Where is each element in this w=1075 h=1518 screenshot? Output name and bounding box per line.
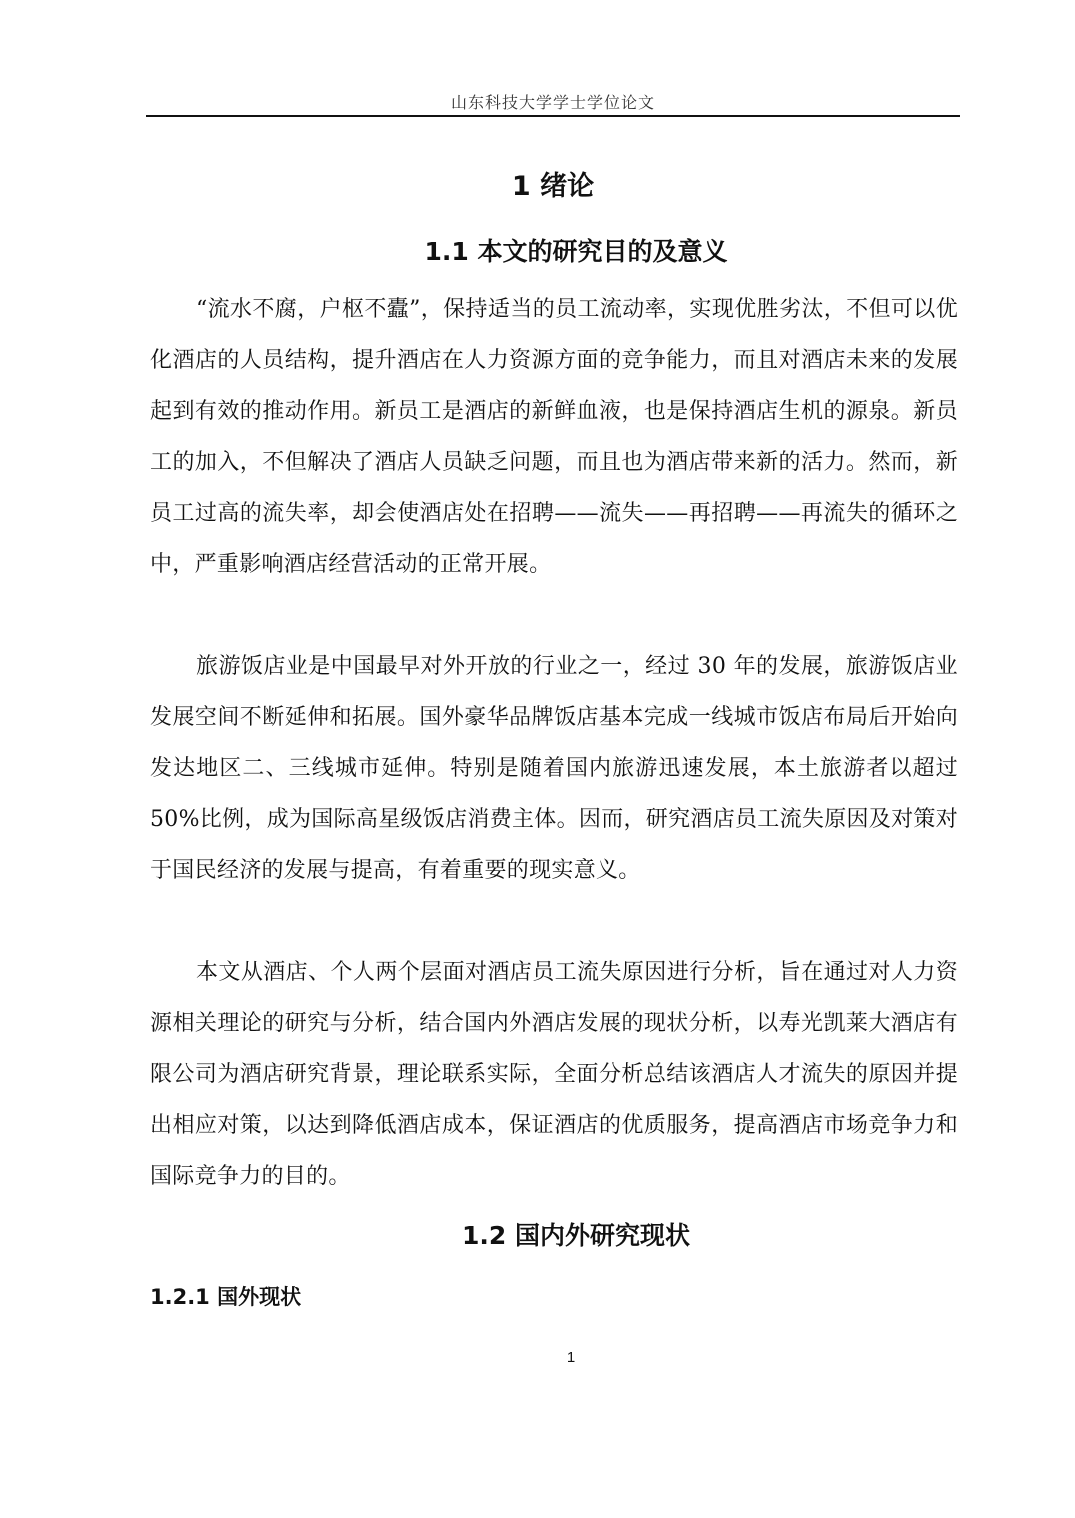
subsection-title-1-2-1: 1.2.1 国外现状 [150, 1285, 302, 1309]
page-number: 1 [566, 1349, 576, 1366]
body-paragraph-2: 旅游饭店业是中国最早对外开放的行业之一，经过 30 年的发展，旅游饭店业发展空间不断延伸和拓展。国外豪华品牌饭店基本完成一线城市饭店布局后开始向发达地区二、三线城市延伸。特别是随着国内旅游迅速发展，本土旅游者以超过 50%比例，成为国际高星级饭店消费主体。因而，研究酒店员工流失原因及对策对于国民经济的发展与提高，有着重要的现实意义。 [150, 654, 959, 883]
chapter-title: 1 绪论 [511, 171, 595, 202]
body-paragraph-1: “流水不腐，户枢不蠹”，保持适当的员工流动率，实现优胜劣汰，不但可以优化酒店的人员结构，提升酒店在人力资源方面的竞争能力，而且对酒店未来的发展起到有效的推动作用。新员工是酒店的新鲜血液，也是保持酒店生机的源泉。新员工的加入，不但解决了酒店人员缺乏问题，而且也为酒店带来新的活力。然而，新员工过高的流失率，却会使酒店处在招聘——流失——再招聘——再流失的循环之中，严重影响酒店经营活动的正常开展。 [150, 297, 958, 577]
section-title-1-2: 1.2 国内外研究现状 [462, 1221, 690, 1250]
header-divider [146, 115, 960, 117]
body-paragraph-3: 本文从酒店、个人两个层面对酒店员工流失原因进行分析，旨在通过对人力资源相关理论的研究与分析，结合国内外酒店发展的现状分析，以寿光凯莱大酒店有限公司为酒店研究背景，理论联系实际，全面分析总结该酒店人才流失的原因并提出相应对策，以达到降低酒店成本，保证酒店的优质服务，提高酒店市场竞争力和国际竞争力的目的。 [150, 960, 958, 1189]
section-title-1-1: 1.1 本文的研究目的及意义 [424, 237, 728, 266]
running-header: 山东科技大学学士学位论文 [450, 93, 655, 112]
